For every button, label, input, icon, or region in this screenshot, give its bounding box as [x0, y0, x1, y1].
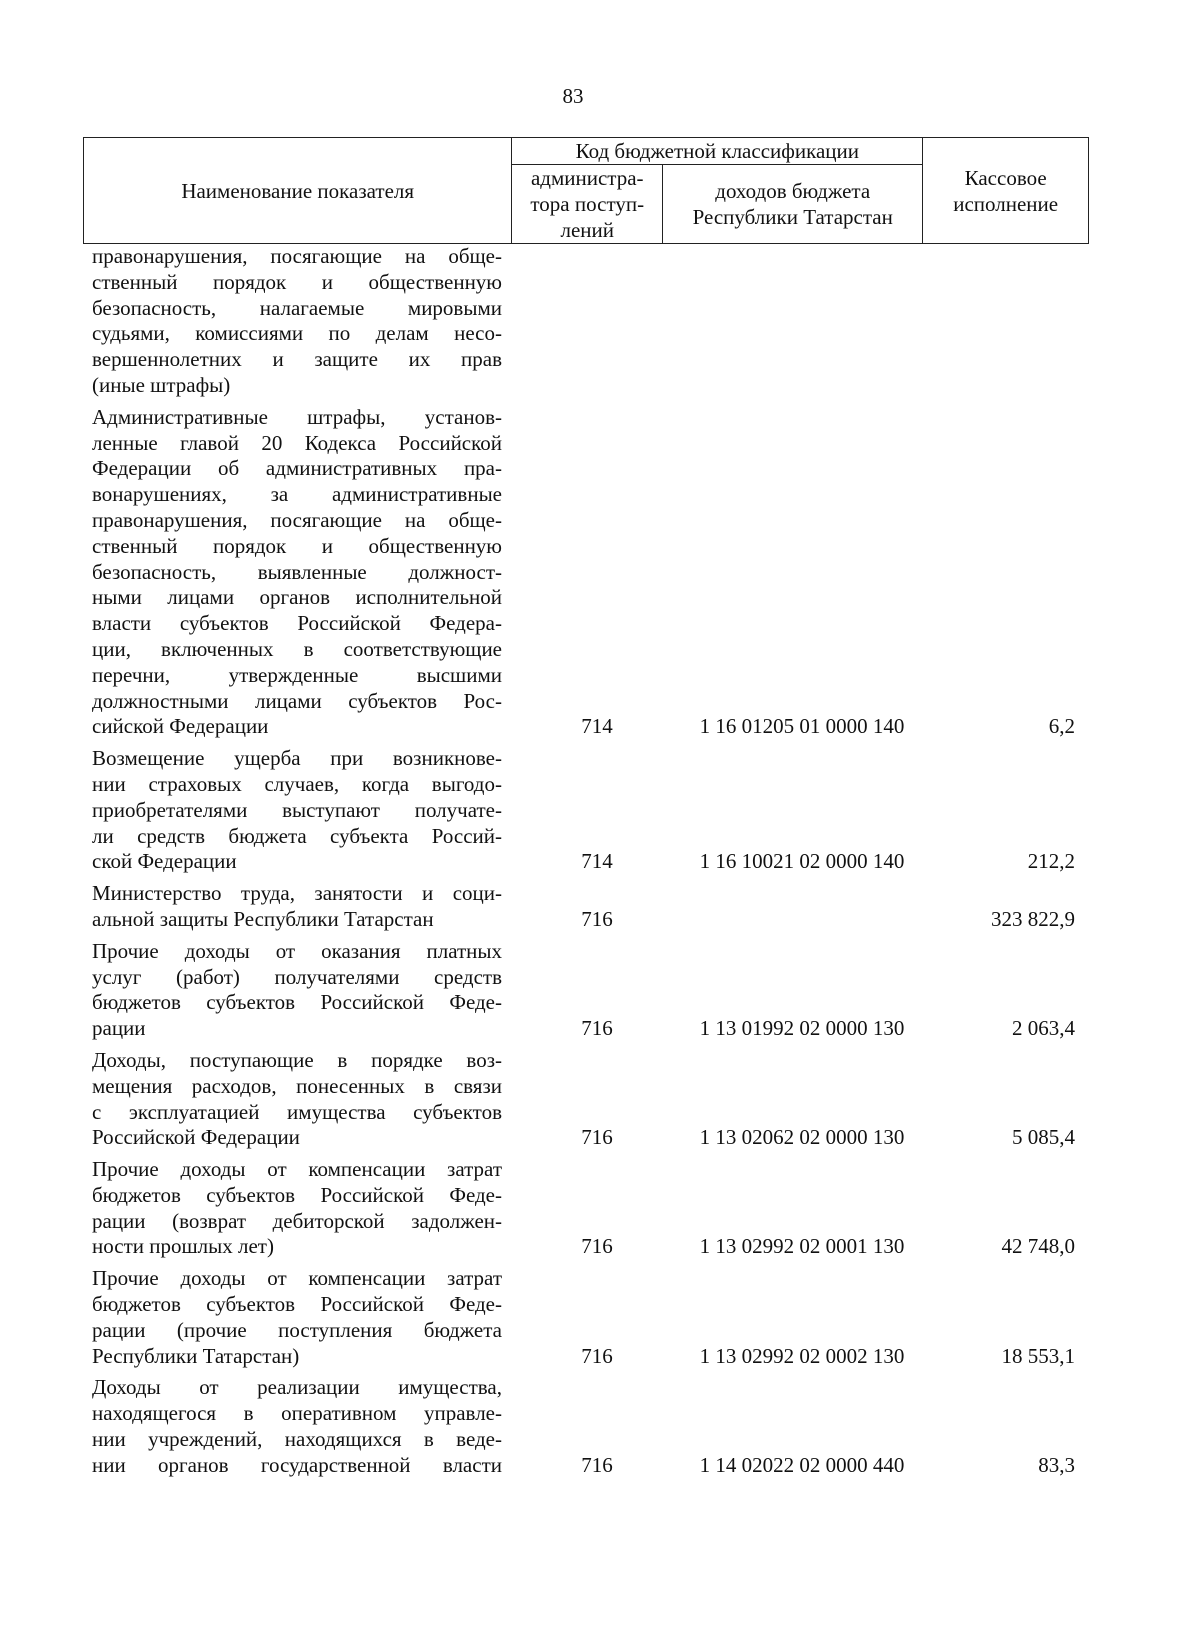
budget-code: 1 13 02992 02 0001 130	[699, 1234, 905, 1259]
indicator-name-line: безопасность, выявленные должност-	[92, 559, 502, 584]
indicator-name	[92, 939, 502, 1042]
budget-code: 1 13 02992 02 0002 130	[699, 1343, 905, 1368]
indicator-name-line: должностными лицами субъектов Рос-	[92, 688, 502, 713]
indicator-name-line: ственный порядок и общественную	[92, 533, 502, 558]
cash-execution: 323 822,9	[991, 906, 1075, 931]
cash-execution: 83,3	[1038, 1452, 1075, 1477]
indicator-name-line: ли средств бюджета субъекта Россий-	[92, 823, 502, 848]
table-row	[83, 881, 1089, 933]
header-income	[663, 165, 923, 244]
indicator-name-line: бюджетов субъектов Российской Феде-	[92, 990, 502, 1015]
indicator-name-line: мещения расходов, понесенных в связи	[92, 1073, 502, 1098]
indicator-name-line: власти субъектов Российской Федера-	[92, 611, 502, 636]
table-row	[83, 244, 1089, 399]
indicator-name-line: с эксплуатацией имущества субъектов	[92, 1099, 502, 1124]
indicator-name-line: нии органов государственной власти	[92, 1452, 502, 1477]
header-name: Наименование показателя	[84, 138, 512, 244]
header-admin	[512, 165, 663, 244]
table-row	[83, 405, 1089, 740]
indicator-name-line: вонарушениях, за административные	[92, 482, 502, 507]
table-row	[83, 746, 1089, 875]
budget-code: 1 13 02062 02 0000 130	[699, 1125, 905, 1150]
cash-execution: 5 085,4	[1012, 1125, 1075, 1150]
budget-code: 1 16 01205 01 0000 140	[699, 714, 905, 739]
header-admin-line: лений	[560, 218, 614, 242]
indicator-name-line: рации	[92, 1016, 146, 1041]
admin-code: 716	[581, 1234, 613, 1259]
indicator-name-line: бюджетов субъектов Российской Феде-	[92, 1182, 502, 1207]
indicator-name-line: перечни, утвержденные высшими	[92, 662, 502, 687]
cash-execution: 6,2	[1048, 714, 1075, 739]
cash-execution	[932, 373, 1075, 399]
indicator-name-line: (иные штрафы)	[92, 372, 231, 397]
budget-code	[672, 373, 932, 399]
header-income-line: Республики Татарстан	[692, 205, 893, 229]
indicator-name-line: Прочие доходы от компенсации затрат	[92, 1266, 502, 1291]
indicator-name-line: Министерство труда, занятости и соци-	[92, 881, 502, 906]
indicator-name-line: рации (возврат дебиторской задолжен-	[92, 1208, 502, 1233]
admin-code: 714	[581, 714, 613, 739]
table-body	[83, 244, 1089, 1485]
admin-code: 714	[581, 849, 613, 874]
admin-code: 716	[581, 906, 613, 931]
indicator-name-line: Республики Татарстан)	[92, 1343, 300, 1368]
indicator-name-line: приобретателями выступают получате-	[92, 797, 502, 822]
indicator-name-line: сийской Федерации	[92, 714, 269, 739]
indicator-name-line: вершеннолетних и защите их прав	[92, 347, 502, 372]
indicator-name-line: Доходы от реализации имущества,	[92, 1375, 502, 1400]
indicator-name-line: ции, включенных в соответствующие	[92, 636, 502, 661]
header-execution	[923, 138, 1089, 244]
indicator-name-line: Прочие доходы от оказания платных	[92, 938, 502, 963]
indicator-name-line: ленные главой 20 Кодекса Российской	[92, 430, 502, 455]
indicator-name-line: Федерации об административных пра-	[92, 456, 502, 481]
header-execution-line: исполнение	[953, 191, 1059, 216]
indicator-name-line: ственный порядок и общественную	[92, 269, 502, 294]
table-row	[83, 1157, 1089, 1260]
table-row	[83, 1375, 1089, 1478]
header-execution-line: Кассовое	[964, 165, 1047, 190]
indicator-name-line: Российской Федерации	[92, 1125, 300, 1150]
indicator-name-line: бюджетов субъектов Российской Феде-	[92, 1292, 502, 1317]
admin-code: 716	[581, 1343, 613, 1368]
admin-code: 716	[581, 1125, 613, 1150]
cash-execution: 2 063,4	[1012, 1016, 1075, 1041]
admin-code	[522, 373, 672, 399]
indicator-name-line: ности прошлых лет)	[92, 1234, 274, 1259]
indicator-name	[92, 244, 502, 399]
page-number: 83	[562, 84, 584, 108]
indicator-name	[92, 1048, 502, 1151]
admin-code: 716	[581, 1452, 613, 1477]
indicator-name-line: альной защиты Республики Татарстан	[92, 906, 434, 931]
table-row	[83, 939, 1089, 1042]
header-admin-line: администра-	[530, 166, 644, 190]
indicator-name	[92, 1157, 502, 1260]
indicator-name-line: Прочие доходы от компенсации затрат	[92, 1157, 502, 1182]
indicator-name-line: Административные штрафы, установ-	[92, 404, 502, 429]
indicator-name-line: ской Федерации	[92, 849, 237, 874]
indicator-name-line: судьями, комиссиями по делам несо-	[92, 321, 502, 346]
indicator-name	[92, 881, 502, 933]
admin-code: 716	[581, 1016, 613, 1041]
indicator-name-line: ными лицами органов исполнительной	[92, 585, 502, 610]
indicator-name-line: услуг (работ) получателями средств	[92, 964, 502, 989]
cash-execution: 18 553,1	[1001, 1343, 1075, 1368]
indicator-name-line: безопасность, налагаемые мировыми	[92, 295, 502, 320]
indicator-name	[92, 1266, 502, 1369]
indicator-name	[92, 1375, 502, 1478]
budget-code: 1 16 10021 02 0000 140	[699, 849, 905, 874]
table-header	[83, 137, 1089, 244]
indicator-name-line: Возмещение ущерба при возникнове-	[92, 746, 502, 771]
table-row	[83, 1266, 1089, 1369]
indicator-name	[92, 405, 502, 740]
header-income-line: доходов бюджета	[715, 179, 871, 203]
budget-code: 1 14 02022 02 0000 440	[699, 1452, 905, 1477]
header-admin-line: тора поступ-	[530, 192, 645, 216]
budget-code: 1 13 01992 02 0000 130	[699, 1016, 905, 1041]
indicator-name-line: находящегося в оперативном управле-	[92, 1401, 502, 1426]
indicator-name-line: нии учреждений, находящихся в веде-	[92, 1427, 502, 1452]
indicator-name-line: правонарушения, посягающие на обще-	[92, 507, 502, 532]
header-code-group: Код бюджетной классификации	[512, 138, 923, 165]
indicator-name-line: рации (прочие поступления бюджета	[92, 1317, 502, 1342]
indicator-name-line: нии страховых случаев, когда выгодо-	[92, 771, 502, 796]
cash-execution: 42 748,0	[1001, 1234, 1075, 1259]
indicator-name-line: Доходы, поступающие в порядке воз-	[92, 1047, 502, 1072]
cash-execution: 212,2	[1027, 849, 1075, 874]
budget-code	[672, 907, 932, 933]
table-row	[83, 1048, 1089, 1151]
indicator-name-line: правонарушения, посягающие на обще-	[92, 244, 502, 268]
indicator-name	[92, 746, 502, 875]
